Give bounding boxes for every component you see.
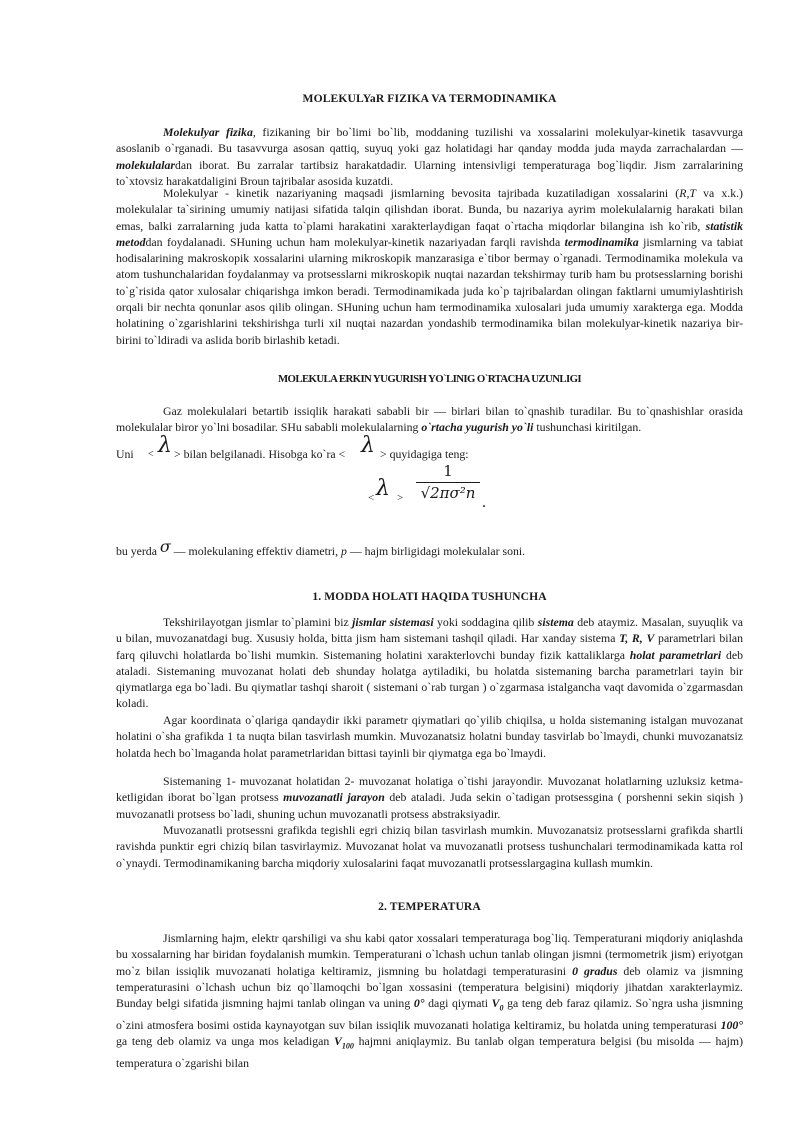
notation-word-uni: Uni: [116, 447, 134, 461]
section-1-paragraph-3: Sistemaning 1- muvozanat holatidan 2- muvozanat holatiga o`tishi jarayondir. Muvozanat holatlarning uzluksiz ketma-ketligidan iborat bo`lgan protsess muvozanatli jarayon deb ataladi. Juda sekin o`tadigan protsessgina ( porshenni sekin siqish ) muvozanatli protsess bo`ladi, shuning uchun muvozanatli protsess abstraksiyadir.: [116, 774, 743, 821]
section-title-1: 1. MODDA HOLATI HAQIDA TUSHUNCHA: [312, 590, 547, 603]
where-text-diameter: — molekulaning effektiv diametri,: [173, 544, 341, 558]
formula-less-than: <: [368, 492, 375, 504]
mean-free-path-formula: [368, 462, 508, 510]
intro-paragraph-1: Molekulyar fizika, fizikaning bir bo`limi bo`lib, moddaning tuzilishi va xossalarini molekulyar-kinetik tasavvurga asoslanib o`rganadi. Bu tasavvurga asosan qattiq, suyuq yoki gaz holatidagi har qanday modda juda mayda zarrachalardan — molekulalardan iborat. Bu zarralar tartibsiz harakatdadir. Ularning intensivligi temperaturaga bog`liqdir. Jism zarralarining to`xtovsiz harakatdaligini Broun tajribalar asosida kuzatdi.: [116, 125, 744, 188]
where-text-count: — hajm birligidagi molekulalar soni.: [346, 544, 526, 558]
formula-lambda: λ: [376, 476, 390, 501]
formula-end-period: .: [482, 494, 486, 511]
section-title-mean-free-path: MOLEKULA ERKIN YUGURISH YO`LINIG O`RTACHA UZUNLIGI: [277, 373, 582, 385]
mean-free-path-paragraph: Gaz molekulalari betartib issiqlik harakati sababli bir — birlari bilan to`qnashib turadilar. Bu to`qnashishlar orasida molekulalar biror yo`lni bosadilar. SHu sababli molekulalarning o`rtacha yugurish yo`li tushunchasi kiritilgan.: [116, 404, 743, 435]
section-1-paragraph-4: Muvozanatli protsessni grafikda tegishli egri chiziq bilan tasvirlash mumkin. Muvozanatsiz protsesslarni grafikda shartli ravishda punktir egri chiziq bilan tasvirlaymiz. Muvozanat holat va muvozanatli protsess tushunchalari termodinamikada katta rol o`ynaydi. Termodinamikaning barcha miqdoriy xulosalarini faqat muvozanatli protsesslargagina kullash mumkin.: [116, 823, 743, 870]
where-text: bu yerda: [116, 544, 157, 558]
lambda-symbol-2: λ: [361, 433, 375, 458]
mean-free-path-where-line: [116, 537, 743, 559]
intro-paragraph-2: Molekulyar - kinetik nazariyaning maqsadi jismlarning bevosita tajribada kuzatiladigan xossalarini (R,T va x.k.) molekulalar ta`sirining umumiy natijasi sifatida talqin qilishdan iborat. Bunda, bu nazariya ayrim molekulalarnig harakati bilan emas, balki zarralarning juda katta to`plami harakatini xarakterlaydigan faqat o`rtacha miqdorlar bilangina ish ko`rib, statistik metoddan foydalanadi. SHuning uchun ham molekulyar-kinetik nazariyadan farqli ravishda termodinamika jismlarning va tabiat hodisalarining makroskopik xossalarini ularning mikroskopik manzarasiga e`tibor bermay o`rganadi. Termodinamika molekula va atom tushunchalaridan foydalanmay va protsesslarni mikroskopik nuqtai nazardan tekshirmay turib ham bu protsesslarning borishi to`g`risida qator xulosalar chiqarishga imkon beradi. Termodinamikada juda ko`p tajribalardan olingan faktlarni umumiylashtirish orqali bir nechta qonunlar asos qilib olingan. SHuning uchun ham termodinamika xulosalari juda umumiy xarakterga ega. Modda holatining o`zgarishlarini tekshirishga turli xil nuqtai nazardan yondashib termodinamika bilan molekulyar-kinetik nazariya bir-birini to`ldiradi va aslida borib birlashib ketadi.: [116, 186, 743, 347]
notation-text-belgilanadi: > bilan belgilanadi. Hisobga ko`ra <: [174, 447, 346, 461]
lambda-symbol: λ: [158, 433, 172, 458]
section-2-paragraph-1: Jismlarning hajm, elektr qarshiligi va shu kabi qator xossalari temperaturaga bog`liq. Temperaturani miqdoriy aniqlashda bu xossalarning har biridan foydalanish mumkin. Temperaturani o`lchash uchun tanlab olingan jismni (termometrik jism) eriyotgan mo`z bilan issiqlik muvozanati holatiga keltiramiz, jismning bu holatdagi temperaturasini 0 gradus deb olamiz va jismning temperaturasini o`lchash uchun biz qo`llamoqchi bo`lgan xossasini (temperatura belgisini) miqdoriy jihatdan xarakterlaymiz. Bunday belgi sifatida jismning hajmi tanlab olingan va uning 0° dagi qiymati $V_0$ ga teng deb faraz qilamiz. So`ngra usha jismning o`zini atmosfera bosimi ostida kaynayotgan suv bilan issiqlik muvozanati holatiga keltiramiz, bu holatda uning temperaturasi 100° ga teng deb olamiz va unga mos keladigan $V_{100}$ hajmni aniqlaymiz. Bu tanlab olgan temperatura belgisi (bu misolda — hajm) temperatura o`zgarishi bilan: [116, 931, 743, 1070]
section-title-2: 2. TEMPERATURA: [378, 900, 481, 913]
fraction-bar: [416, 482, 480, 483]
notation-text-teng: > quyidagiga teng:: [380, 447, 469, 461]
notation-less-than: <: [148, 449, 154, 460]
formula-greater-than: >: [397, 492, 404, 504]
document-title: MOLEKULYaR FIZIKA VA TERMODINAMIKA: [302, 92, 557, 105]
formula-denominator: √2πσ²n: [420, 484, 476, 502]
where-symbol-p: p: [340, 544, 347, 558]
sigma-symbol: σ: [159, 537, 171, 556]
section-1-paragraph-2: Agar koordinata o`qlariga qandaydir ikki parametr qiymatlari qo`yilib chiqilsa, u holda sistemaning istalgan muvozanat holatini o`sha grafikda 1 ta nuqta bilan tasvirlash mumkin. Muvozanatsiz holatni bunday tasvirlab bo`lmaydi, chunki muvozanatsiz holatda hech bo`lmaganda holat parametrlaridan bittasi tayinli bir qiymatga ega bo`lmaydi.: [116, 713, 743, 760]
section-1-paragraph-1: Tekshirilayotgan jismlar to`plamini biz jismlar sistemasi yoki soddagina qilib sistema deb ataymiz. Masalan, suyuqlik va u bilan, muvozanatdagi bug. Xususiy holda, bitta jism ham sistemani tashqil qiladi. Har xanday sistema T, R, V parametrlari bilan farq qiluvchi holatlarda bo`lishi mumkin. Sistemaning holatini xarakterlovchi bunday fizik kattaliklarga holat parametrlari deb ataladi. Sistemaning muvozanat holati deb shunday holatga aytiladiki, bu holatda sistemaning barcha parametrlari tayin bir qiymatlarga ega bo`ladi. Bu qiymatlar tashqi sharoit ( sistemani o`rab turgan ) o`zgarmasa istalgancha vaqt davomida o`zgarmasdan koladi.: [116, 615, 743, 711]
formula-numerator: 1: [443, 462, 453, 480]
